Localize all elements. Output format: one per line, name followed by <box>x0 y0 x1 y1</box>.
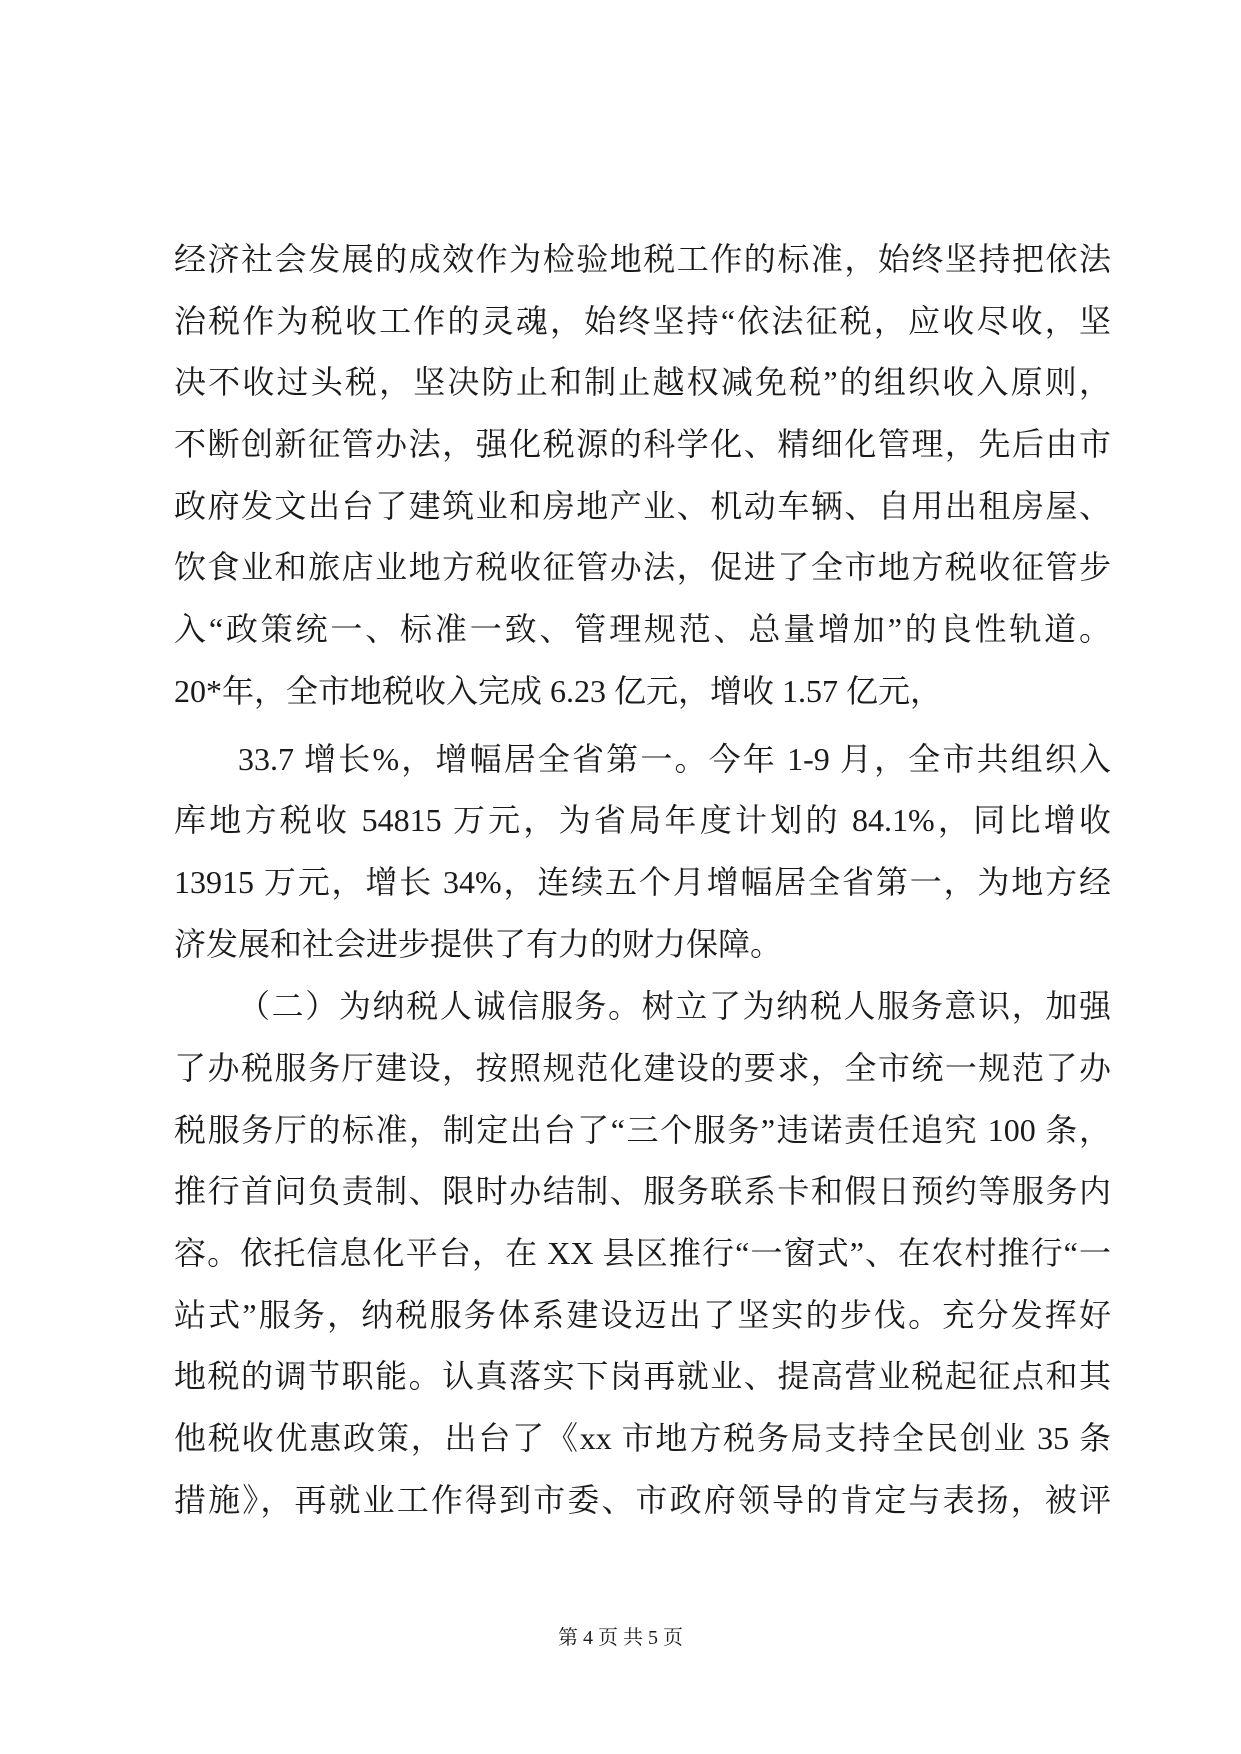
text-line: 站式”服务，纳税服务体系建设迈出了坚实的步伐。充分发挥好 <box>174 1296 1111 1333</box>
paragraph <box>174 729 1111 976</box>
text-line: 容。依托信息化平台，在 XX 县区推行“一窗式”、在农村推行“一 <box>174 1235 1111 1271</box>
paragraph <box>174 229 1111 723</box>
text-line: 库地方税收 54815 万元，为省局年度计划的 84.1%，同比增收 <box>174 802 1111 839</box>
text-line: 治税作为税收工作的灵魂，始终坚持“依法征税，应收尽收，坚 <box>174 302 1111 339</box>
text-line: （二）为纳税人诚信服务。树立了为纳税人服务意识，加强 <box>238 988 1111 1025</box>
page-number-footer: 第 4 页 共 5 页 <box>558 1627 683 1649</box>
text-line: 不断创新征管办法，强化税源的科学化、精细化管理，先后由市 <box>174 426 1111 463</box>
text-line: 税服务厅的标准，制定出台了“三个服务”违诺责任追究 100 条， <box>174 1111 1111 1148</box>
paragraph <box>174 976 1111 1531</box>
text-line: 他税收优惠政策，出台了《xx 市地方税务局支持全民创业 35 条 <box>174 1420 1111 1457</box>
text-line: 20*年，全市地税收入完成 6.23 亿元，增收 1.57 亿元， <box>174 672 943 709</box>
text-line: 入“政策统一、标准一致、管理规范、总量增加”的良性轨道。 <box>174 611 1111 648</box>
text-line: 措施》，再就业工作得到市委、市政府领导的肯定与表扬，被评 <box>174 1481 1111 1518</box>
text-line: 地税的调节职能。认真落实下岗再就业、提高营业税起征点和其 <box>174 1358 1111 1395</box>
text-line: 推行首问负责制、限时办结制、服务联系卡和假日预约等服务内 <box>174 1173 1111 1210</box>
text-line: 济发展和社会进步提供了有力的财力保障。 <box>174 925 783 962</box>
text-line: 了办税服务厅建设，按照规范化建设的要求，全市统一规范了办 <box>174 1049 1111 1086</box>
text-line: 饮食业和旅店业地方税收征管办法，促进了全市地方税收征管步 <box>174 549 1111 586</box>
text-line: 决不收过头税，坚决防止和制止越权减免税”的组织收入原则， <box>174 364 1111 401</box>
document-body <box>174 229 1111 1531</box>
text-line: 33.7 增长%，增幅居全省第一。今年 1-9 月，全市共组织入 <box>238 740 1111 777</box>
text-line: 政府发文出台了建筑业和房地产业、机动车辆、自用出租房屋、 <box>174 487 1111 524</box>
text-line: 13915 万元，增长 34%，连续五个月增幅居全省第一，为地方经 <box>174 863 1111 900</box>
text-line: 经济社会发展的成效作为检验地税工作的标准，始终坚持把依法 <box>174 241 1111 277</box>
